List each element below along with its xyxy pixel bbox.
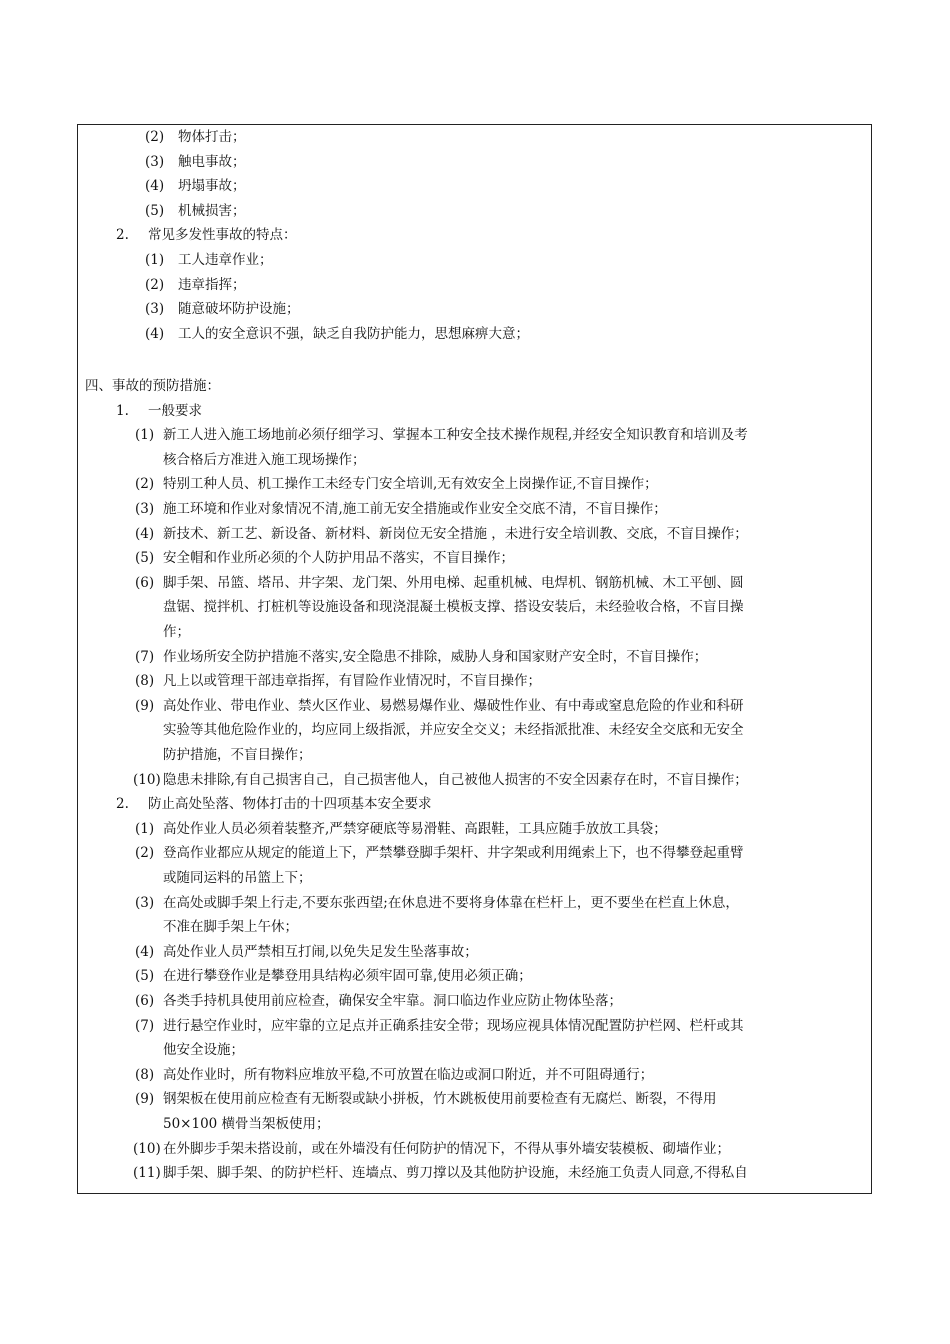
item-text: 新技术、新工艺、新设备、新材料、新岗位无安全措施 ，未进行安全培训教、交底，不盲目操作； [163,525,748,542]
item-text: 防止高处坠落、物体打击的十四项基本安全要求 [148,796,432,813]
item-text: 物体打击； [178,129,246,145]
item-text: 四、事故的预防措施： [85,378,220,394]
item-text: 50×100 横骨当架板使用； [163,1116,330,1132]
item-number: (1) [145,252,165,268]
item-text: 工人违章作业； [178,252,273,268]
item-text: 作； [163,624,190,640]
item-text: 或随同运料的吊篮上下； [163,870,312,886]
item-text: 随意破坏防护设施； [178,301,300,318]
item-number: (7) [135,1017,155,1034]
item-number: (4) [145,325,165,342]
item-text: 进行悬空作业时，应牢靠的立足点并正确系挂安全带；现场应视具体情况配置防护栏网、栏杆或其 [163,1017,744,1034]
item-number: 1. [116,402,129,419]
item-text: 施工环境和作业对象情况不清,施工前无安全措施或作业安全交底不清，不盲目操作； [163,501,667,517]
item-number: (1) [135,820,155,837]
item-number: (8) [135,673,155,690]
item-number: (4) [135,943,155,960]
item-text: 一般要求 [148,402,202,419]
item-number: (3) [145,301,165,318]
item-number: (9) [135,1091,155,1108]
item-number: (2) [135,476,155,493]
item-number: (3) [135,501,155,517]
item-number: (4) [145,178,165,195]
item-number: (8) [135,1066,155,1083]
item-text: 作业场所安全防护措施不落实,安全隐患不排除，威胁人身和国家财产安全时，不盲目操作； [163,648,708,665]
item-text: 在外脚步手架未搭设前，或在外墙没有任何防护的情况下，不得从事外墙安装模板、砌墙作业； [163,1140,730,1157]
item-number: (1) [135,427,155,444]
item-number: (9) [135,697,155,714]
item-text: 核合格后方准进入施工现场操作； [163,451,366,468]
item-number: (3) [145,153,165,170]
item-text: 各类手持机具使用前应检查，确保安全牢靠。洞口临边作业应防止物体坠落； [163,993,622,1009]
item-text: 登高作业都应从规定的能道上下，严禁攀登脚手架杆、井字架或利用绳索上下，也不得攀登起重臂 [163,845,744,862]
item-number: (2) [145,129,165,145]
item-text: 他安全设施； [163,1042,244,1059]
item-number: (10) [133,771,161,788]
item-text: 盘锯、搅拌机、打桩机等设施设备和现浇混凝土模板支撑、搭设安装后，未经验收合格，不盲目操 [163,599,744,616]
item-number: (4) [135,525,155,542]
item-text: 新工人进入施工场地前必须仔细学习、掌握本工种安全技术操作规程,并经安全知识教育和培训及考 [163,427,748,444]
item-text: 高处作业人员严禁相互打闹,以免失足发生坠落事故； [163,943,478,960]
item-number: (2) [135,845,155,862]
item-text: 在进行攀登作业是攀登用具结构必须牢固可靠,使用必须正确； [163,968,532,985]
item-number: (10) [133,1140,161,1157]
item-number: (11) [133,1165,161,1182]
item-text: 脚手架、脚手架、的防护栏杆、连墙点、剪刀撑以及其他防护设施，未经施工负责人同意,不得私自 [163,1165,748,1182]
item-text: 机械损害； [178,202,246,219]
item-text: 凡上以或管理干部违章指挥，有冒险作业情况时，不盲目操作； [163,673,541,690]
item-number: (3) [135,894,155,911]
item-text: 安全帽和作业所必须的个人防护用品不落实，不盲目操作； [163,550,514,567]
item-text: 实验等其他危险作业的，均应同上级指派，并应安全交义；未经指派批准、未经安全交底和无安全 [163,722,744,739]
item-number: 2. [116,796,129,813]
item-text: 不准在脚手架上午休； [163,919,298,936]
item-text: 违章指挥； [178,276,246,293]
item-text: 在高处或脚手架上行走,不要东张西望;在休息进不要将身体靠在栏杆上，更不要坐在栏直上休息， [163,894,739,911]
item-text: 脚手架、吊篮、塔吊、井字架、龙门架、外用电梯、起重机械、电焊机、钢筋机械、木工平刨、圆 [163,574,744,591]
item-text: 工人的安全意识不强，缺乏自我防护能力，思想麻痹大意； [178,325,529,342]
item-text: 高处作业时，所有物料应堆放平稳,不可放置在临边或洞口附近，并不可阻碍通行； [163,1066,654,1083]
item-number: (5) [135,968,155,985]
item-text: 防护措施，不盲目操作； [163,747,312,763]
item-text: 高处作业人员必须着装整齐,严禁穿硬底等易滑鞋、高跟鞋，工具应随手放放工具袋； [163,820,667,837]
item-text: 高处作业、带电作业、禁火区作业、易燃易爆作业、爆破性作业、有中毒或窒息危险的作业和科研 [163,697,744,714]
item-number: (2) [145,276,165,293]
item-number: (5) [135,550,155,567]
item-number: (6) [135,574,155,591]
item-number: (6) [135,993,155,1009]
item-text: 坍塌事故； [178,178,246,195]
item-text: 触电事故； [178,153,246,170]
item-text: 特别工种人员、机工操作工未经专门安全培训,无有效安全上岗操作证,不盲目操作； [163,476,658,493]
item-text: 钢架板在使用前应检查有无断裂或缺小拼板，竹木跳板使用前要检查有无腐烂、断裂，不得用 [163,1091,717,1108]
item-text: 常见多发性事故的特点： [148,227,297,244]
item-number: (7) [135,648,155,665]
item-number: 2. [116,227,129,244]
item-number: (5) [145,202,165,219]
item-text: 隐患未排除,有自己损害自己，自己损害他人，自己被他人损害的不安全因素存在时，不盲目操作； [163,771,748,788]
